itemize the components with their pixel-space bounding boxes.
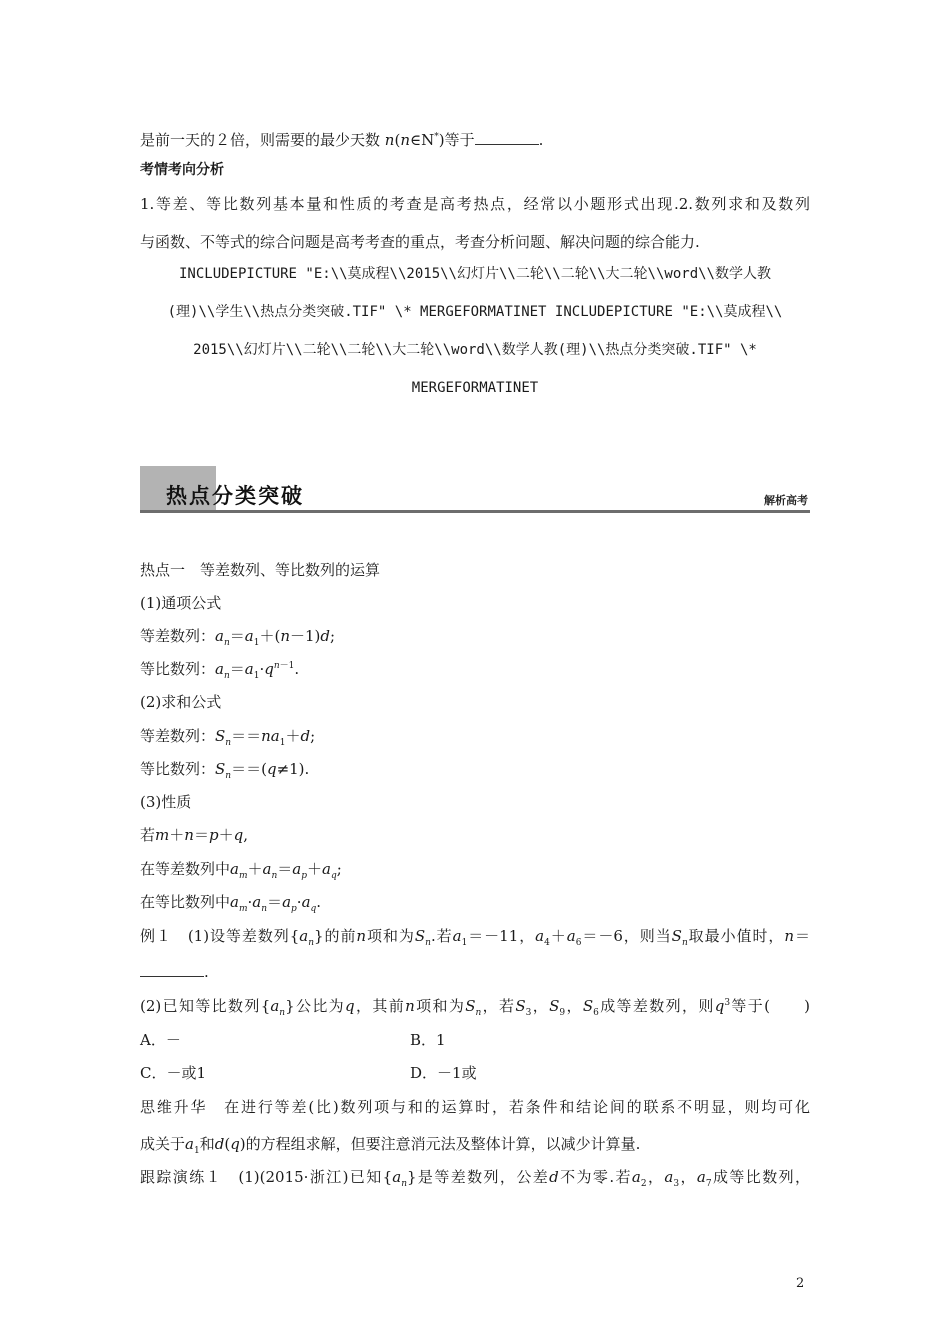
text: .若 xyxy=(430,927,453,945)
text: }公比为 xyxy=(285,997,346,1015)
text: 和 xyxy=(199,1135,215,1153)
thinking-line-1: 思维升华 在进行等差(比)数列项与和的运算时，若条件和结论间的联系不明显，则均可化 xyxy=(140,1098,810,1116)
set-member: ∈N xyxy=(410,131,435,149)
page-number: 2 xyxy=(796,1276,805,1291)
option-a: A．－ xyxy=(140,1031,181,1049)
arith-sum: 等差数列：$S_n==na_1+d$; xyxy=(140,727,316,748)
field-code-line-1: INCLUDEPICTURE "E:\\莫成程\\2015\\幻灯片\\二轮\\二轮\\大二轮\\word\\数学人教 xyxy=(178,266,771,282)
text: ＝ xyxy=(794,927,810,945)
text: }的前 xyxy=(314,927,357,945)
text: }是等差数列，公差 xyxy=(406,1168,550,1186)
text: (2)已知等比数列{ xyxy=(140,997,271,1015)
text: ，若 xyxy=(481,997,516,1015)
text: 成等差数列，则 xyxy=(598,997,715,1015)
text: 成关于 xyxy=(140,1135,186,1153)
label: 等差数列： xyxy=(140,627,216,645)
example-label: 例１ (1)设等差数列{ xyxy=(140,927,300,945)
option-d: D．－1或 xyxy=(410,1064,477,1082)
hotspot-heading: 热点一 等差数列、等比数列的运算 xyxy=(140,561,381,579)
analysis-paragraph-1: 1.等差、等比数列基本量和性质的考查是高考热点，经常以小题形式出现.2.数列求和及数列 xyxy=(140,195,810,213)
text: 跟踪演练１ (1)(2015·浙江)已知{ xyxy=(140,1168,393,1186)
label: 在等差数列中 xyxy=(140,860,231,878)
text: ＝－6，则当 xyxy=(581,927,672,945)
option-c: C．－或1 xyxy=(140,1064,207,1082)
subsection-1: (1)通项公式 xyxy=(140,594,222,612)
field-code-line-2: (理)\\学生\\热点分类突破.TIF" \* MERGEFORMATINET INCLUDEPICTURE "E:\\莫成程\\ xyxy=(167,304,783,320)
analysis-title: 考情考向分析 xyxy=(140,162,224,178)
options-row-1 xyxy=(140,1030,446,1050)
property-geo: 在等比数列中$a_m\cdot a_n=a_p\cdot a_q$. xyxy=(140,893,322,914)
var-n: n xyxy=(400,131,410,149)
answer-blank xyxy=(475,132,539,145)
text: 的方程组求解，但要注意消元法及整体计算，以减少计算量. xyxy=(245,1135,641,1153)
subsection-2: (2)求和公式 xyxy=(140,693,222,711)
subsection-3: (3)性质 xyxy=(140,793,192,811)
geo-general-term: 等比数列：$a_n=a_1\cdot q^{n-1}$. xyxy=(140,660,300,681)
text: ， xyxy=(565,997,583,1015)
options-row-2 xyxy=(140,1063,477,1083)
example-1-part-2: (2)已知等比数列$\{a_n\}$公比为q，其前n项和为$S_n$，若$S_3$，$S_9$，$S_6$成等差数列，则$q^3$等于( ) xyxy=(140,997,810,1018)
text: 成等比数列， xyxy=(711,1168,810,1186)
paren: ) xyxy=(438,131,445,149)
practice-line-1: 跟踪演练１ (1)(2015·浙江)已知$\{a_n\}$是等差数列，公差d不为零.若$a_2$，$a_3$，$a_7$成等比数列， xyxy=(140,1168,810,1189)
label: 等比数列： xyxy=(140,760,216,778)
label: 若 xyxy=(140,826,156,844)
option-b: B．1 xyxy=(410,1031,446,1049)
section-right-label: 解析高考 xyxy=(764,494,808,507)
section-title: 热点分类突破 xyxy=(166,484,304,508)
period: . xyxy=(538,131,544,149)
property-arith: 在等差数列中$a_m+a_n=a_p+a_q$; xyxy=(140,860,342,881)
arith-general-term: 等差数列：$a_n=a_1+(n-1)d$; xyxy=(140,627,336,648)
thinking-line-2: 成关于$a_1$和d(q)的方程组求解，但要注意消元法及整体计算，以减少计算量. xyxy=(140,1135,641,1156)
paren: ( xyxy=(394,131,401,149)
text: 项和为 xyxy=(414,997,466,1015)
period: . xyxy=(204,963,209,981)
intro-text: 是前一天的２倍，则需要的最少天数 xyxy=(140,131,381,149)
example-1-part-1: 例１ (1)设等差数列$\{a_n\}$的前n项和为$S_n$.若$a_1=-11$，$a_4+a_6=-6$，则当$S_n$取最小值时，n＝ xyxy=(140,927,810,948)
text: ，其前 xyxy=(354,997,406,1015)
example-1-blank-line xyxy=(140,962,209,982)
field-code-line-3: 2015\\幻灯片\\二轮\\二轮\\大二轮\\word\\数学人教(理)\\热点分类突破.TIF" \* xyxy=(193,342,757,358)
geo-sum: 等比数列：$S_n==(q\ne 1)$. xyxy=(140,760,310,781)
intro-text: 等于 xyxy=(444,131,475,149)
text: ＝－11， xyxy=(467,927,536,945)
superscript-star: * xyxy=(434,132,439,142)
field-code-line-4: MERGEFORMATINET xyxy=(411,380,539,396)
label: 等差数列： xyxy=(140,727,216,745)
text: 等于( ) xyxy=(730,997,810,1015)
text: ＋ xyxy=(549,927,567,945)
analysis-paragraph-2: 与函数、不等式的综合问题是高考考查的重点，考查分析问题、解决问题的综合能力. xyxy=(140,233,700,251)
text: 项和为 xyxy=(366,927,415,945)
label: 在等比数列中 xyxy=(140,893,231,911)
section-rule xyxy=(140,510,810,513)
section-header xyxy=(140,466,810,516)
answer-blank xyxy=(140,964,204,977)
label: 等比数列： xyxy=(140,660,216,678)
intro-line xyxy=(140,130,543,150)
text: 取最小值时， xyxy=(687,927,785,945)
property-condition: 若m＋n＝p＋q, xyxy=(140,826,248,844)
text: 不为零.若 xyxy=(558,1168,632,1186)
text: ， xyxy=(531,997,550,1015)
var-n: n xyxy=(384,131,395,149)
